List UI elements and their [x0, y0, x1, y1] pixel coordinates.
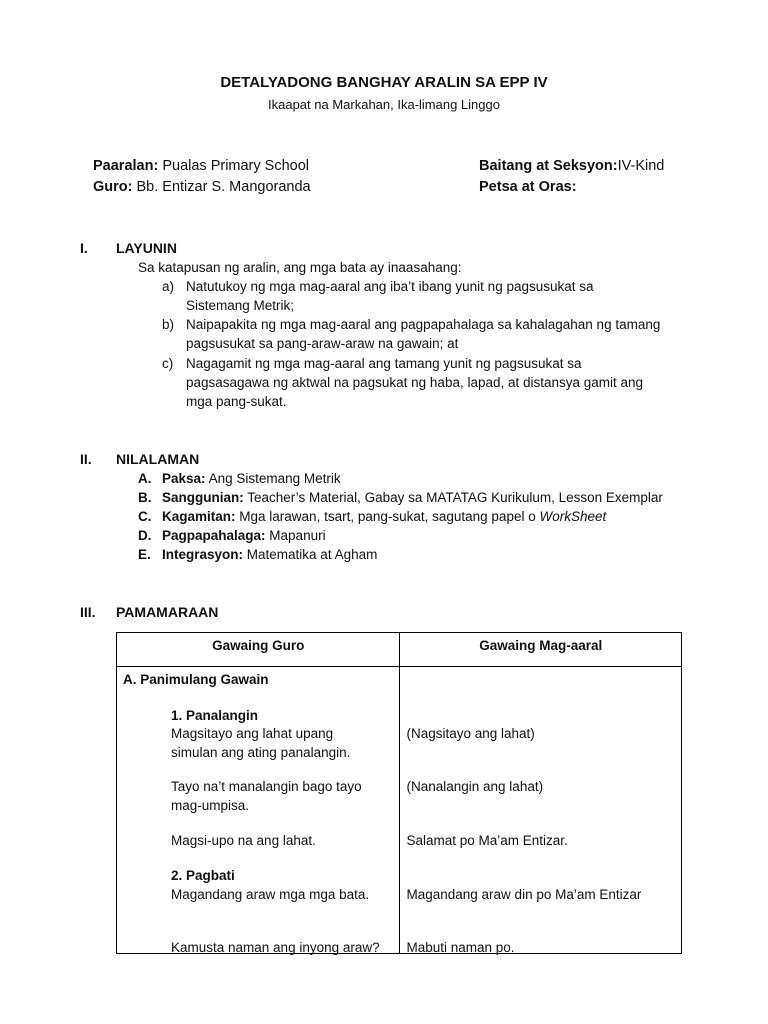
section-title-content: NILALAMAN: [116, 451, 200, 467]
school-line: [93, 156, 311, 177]
step-title: 2. Pagbati: [171, 868, 235, 883]
teacher-line: Magsitayo ang lahat upang: [171, 726, 334, 741]
grade-value: IV-Kind: [617, 158, 665, 174]
teacher-line: Kamusta naman ang inyong araw?: [171, 940, 380, 955]
column-header-teacher: Gawaing Guro: [117, 633, 400, 667]
content-value: Teacher’s Material, Gabay sa MATATAG Kurikulum, Lesson Exemplar: [247, 490, 663, 505]
section-title-procedure: PAMAMARAAN: [116, 604, 219, 620]
procedure-table: [116, 632, 682, 954]
content-label: B.: [138, 490, 152, 505]
teacher-label: Guro:: [93, 179, 133, 195]
teacher-value: Bb. Entizar S. Mangoranda: [136, 179, 311, 195]
content-label: A.: [138, 471, 152, 486]
student-line: (Nanalangin ang lahat): [406, 779, 544, 794]
grade-label: Baitang at Seksyon:: [479, 158, 618, 174]
content-value-italic: WorkSheet: [539, 509, 607, 524]
section-number-objectives: I.: [80, 240, 88, 256]
objective-text: Sistemang Metrik;: [186, 298, 295, 313]
table-header-row: [117, 633, 682, 667]
info-right-block: [479, 156, 664, 198]
column-header-student: Gawaing Mag-aaral: [400, 633, 682, 667]
content-label: E.: [138, 547, 151, 562]
student-line: Mabuti naman po.: [406, 940, 515, 955]
objective-label: a): [162, 279, 175, 294]
info-left-block: [93, 156, 311, 198]
objective-label: b): [162, 317, 175, 332]
teacher-line: Magsi-upo na ang lahat.: [171, 833, 316, 848]
table-row: [117, 667, 682, 954]
content-value: Ang Sistemang Metrik: [208, 471, 341, 486]
section-number-content: II.: [80, 451, 92, 467]
teacher-line: Tayo na’t manalangin bago tayo: [171, 779, 362, 794]
grade-line: [479, 156, 664, 177]
date-label: Petsa at Oras:: [479, 179, 577, 195]
content-value: Mga larawan, tsart, pang-sukat, sagutang papel o: [239, 509, 536, 524]
objective-label: c): [162, 356, 174, 371]
content-value: Matematika at Agham: [246, 547, 378, 562]
content-label: D.: [138, 528, 152, 543]
school-value: Pualas Primary School: [162, 158, 309, 174]
teacher-line: Magandang araw mga mga bata.: [171, 887, 370, 902]
school-label: Paaralan:: [93, 158, 159, 174]
teacher-line: simulan ang ating panalangin.: [171, 745, 351, 760]
content-key: Integrasyon:: [162, 547, 244, 562]
document-subtitle: Ikaapat na Markahan, Ika-limang Linggo: [268, 97, 500, 112]
objective-text: Natutukoy ng mga mag-aaral ang iba’t ibang yunit ng pagsusukat sa: [186, 279, 594, 294]
date-line: [479, 177, 664, 198]
content-key: Kagamitan:: [162, 509, 236, 524]
student-line: Salamat po Ma’am Entizar.: [406, 833, 568, 848]
content-key: Pagpapahalaga:: [162, 528, 266, 543]
content-value: Mapanuri: [269, 528, 326, 543]
objective-text: Naipapakita ng mga mag-aaral ang pagpapahalaga sa kahalagahan ng tamang: [186, 317, 661, 332]
student-line: Magandang araw din po Ma’am Entizar: [406, 887, 642, 902]
content-key: Paksa:: [162, 471, 206, 486]
section-number-procedure: III.: [80, 604, 96, 620]
objective-text: Nagagamit ng mga mag-aaral ang tamang yunit ng pagsusukat sa: [186, 356, 582, 371]
objective-text: mga pang-sukat.: [186, 394, 287, 409]
teacher-cell: [117, 667, 400, 954]
step-title: 1. Panalangin: [171, 708, 259, 723]
teacher-line: mag-umpisa.: [171, 798, 250, 813]
objective-text: pagsasagawa ng aktwal na pagsukat ng haba, lapad, at distansya gamit ang: [186, 375, 644, 390]
document-title: DETALYADONG BANGHAY ARALIN SA EPP IV: [220, 74, 548, 91]
part-a-title: A. Panimulang Gawain: [123, 672, 269, 687]
section-title-objectives: LAYUNIN: [116, 240, 177, 256]
objective-text: pagsusukat sa pang-araw-araw na gawain; at: [186, 336, 459, 351]
teacher-line: [93, 177, 311, 198]
objectives-intro: Sa katapusan ng aralin, ang mga bata ay inaasahang:: [138, 260, 462, 275]
content-label: C.: [138, 509, 152, 524]
content-key: Sanggunian:: [162, 490, 244, 505]
student-line: (Nagsitayo ang lahat): [406, 726, 535, 741]
student-cell: [400, 667, 682, 954]
